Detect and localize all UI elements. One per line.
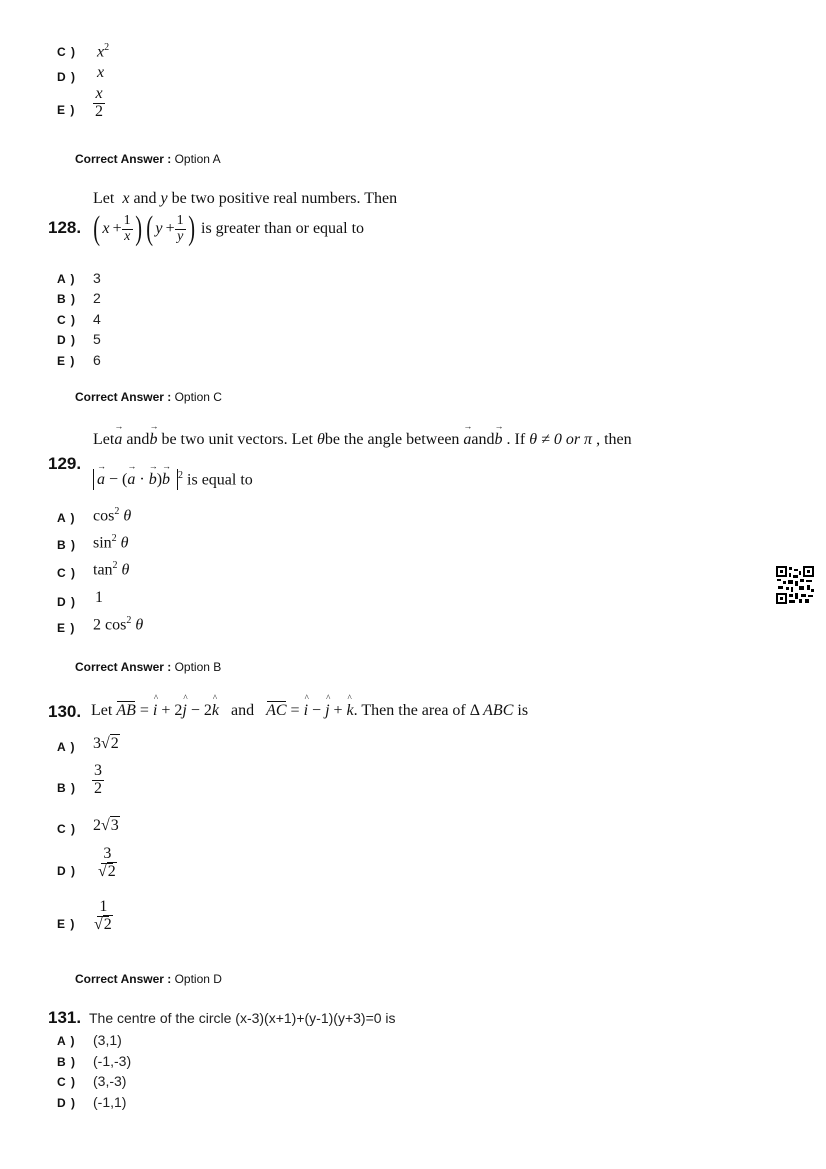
option-label: C ) (57, 566, 76, 580)
option-label: A ) (57, 272, 76, 286)
option-value: 3√2 (93, 735, 119, 752)
option-label: A ) (57, 511, 76, 525)
option-label: C ) (57, 313, 76, 327)
option-value: $\frac{3}{2}$ (94, 762, 102, 797)
option-value: (3,1) (93, 1032, 122, 1048)
option-value: 1 (95, 589, 103, 606)
option-label: B ) (57, 781, 76, 795)
option-value: 5 (93, 331, 101, 347)
option-label: A ) (57, 1034, 76, 1048)
option-value: (-1,1) (93, 1094, 127, 1110)
option-value: 3 (93, 270, 101, 286)
correct-answer: Correct Answer : Option A (75, 152, 221, 166)
question-number: 129. (48, 454, 82, 473)
option-value: $x^2$ (97, 42, 110, 61)
option-label: E ) (57, 917, 76, 931)
option-label: B ) (57, 292, 76, 306)
option-label: C ) (57, 45, 76, 59)
option-value: $\frac{1}{√2}$ (94, 898, 112, 933)
option-value: $\sin^2 \theta$ (93, 533, 129, 552)
correct-answer: Correct Answer : Option D (75, 972, 222, 986)
option-value: 2 $\cos^2 \theta$ (93, 615, 144, 634)
option-value: $\frac{3}{√2}$ (98, 845, 116, 880)
option-value: 2√3 (93, 817, 119, 834)
question-text: Let x and y be two positive real numbers. Then (93, 190, 398, 207)
option-label: E ) (57, 354, 76, 368)
question-expression: → a − (→ a · → b)→ b $^2$ is equal to (93, 470, 253, 489)
option-label: E ) (57, 621, 76, 635)
option-value: $\tan^2 \theta$ (93, 560, 130, 579)
option-value: 6 (93, 352, 101, 368)
question-number: 131. (48, 1008, 82, 1027)
option-value: (-1,-3) (93, 1053, 132, 1069)
question-text: Let AB = ^ i + 2^ j − 2^ k and AC = ^ i − ^ j + ^ k. Then the area of Δ ABC is (91, 702, 528, 720)
option-value: $\frac{x}{2}$ (95, 85, 103, 120)
option-label: B ) (57, 1055, 76, 1069)
option-value: 4 (93, 311, 101, 327)
option-value: 2 (93, 290, 101, 306)
option-label: D ) (57, 70, 76, 84)
question-number: 128. (48, 218, 82, 237)
option-label: C ) (57, 822, 76, 836)
option-label: A ) (57, 740, 76, 754)
option-label: D ) (57, 864, 76, 878)
correct-answer: Correct Answer : Option C (75, 390, 222, 404)
option-label: B ) (57, 538, 76, 552)
option-value: $\cos^2 \theta$ (93, 506, 132, 525)
option-label: D ) (57, 1096, 76, 1110)
question-text: Let→ a and→ b be two unit vectors. Let θbe the angle between → aand→ b . If θ ≠ 0 or π , then (93, 431, 632, 449)
question-number: 130. (48, 702, 82, 721)
option-label: D ) (57, 333, 76, 347)
option-label: D ) (57, 595, 76, 609)
qr-code (775, 565, 815, 605)
option-value: (3,-3) (93, 1073, 127, 1089)
question-text: The centre of the circle (x-3)(x+1)+(y-1)(y+3)=0 is (89, 1010, 396, 1026)
question-expression: ( x + $\frac{1}{x}$ ) ( y + $\frac{1}{y}$ ) is greater than or equal to (93, 210, 365, 247)
option-label: C ) (57, 1075, 76, 1089)
option-value: x (97, 64, 105, 81)
correct-answer: Correct Answer : Option B (75, 660, 222, 674)
option-label: E ) (57, 103, 76, 117)
